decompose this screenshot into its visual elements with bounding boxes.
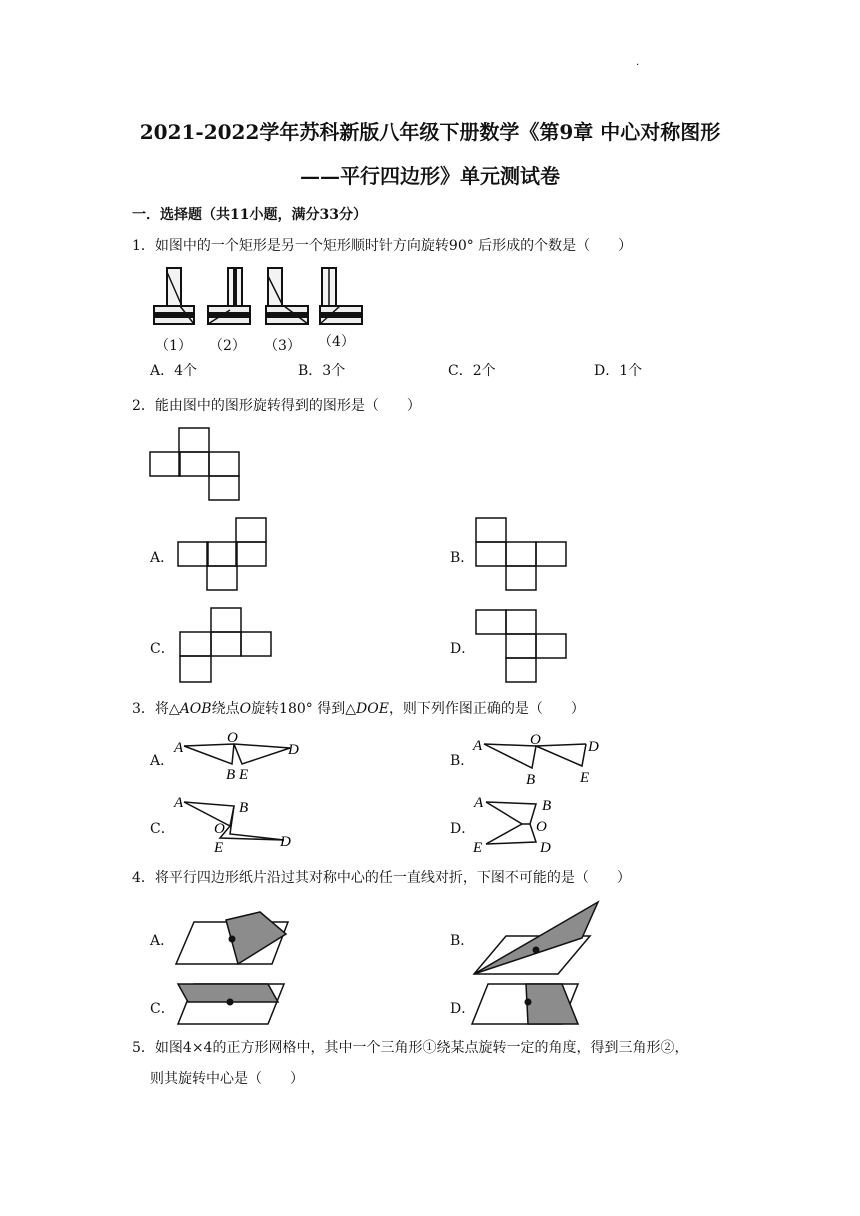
- q2-option-d-label[interactable]: D．: [450, 641, 476, 657]
- q3-option-d-label[interactable]: D．: [450, 821, 476, 837]
- header-dot: ·: [636, 60, 640, 71]
- point-e-label: E: [473, 840, 483, 856]
- q1-option-b[interactable]: B．3个: [298, 363, 346, 379]
- q2-option-c-figure[interactable]: [178, 606, 274, 686]
- point-d-label: D: [288, 742, 299, 758]
- point-d-label: D: [588, 739, 599, 755]
- fig-label-4: （4）: [318, 334, 355, 350]
- q2-option-a-figure[interactable]: [176, 516, 272, 594]
- point-b-label: B: [542, 798, 552, 814]
- question-2-figure: [148, 426, 244, 502]
- fig-label-1: （1）: [155, 338, 192, 354]
- q2-option-a-label[interactable]: A．: [150, 550, 175, 566]
- rect-figure-3: [266, 268, 308, 324]
- point-a-label: A: [174, 740, 184, 756]
- question-4-text: 4．将平行四边形纸片沿过其对称中心的任一直线对折，下图不可能的是（ ）: [132, 870, 631, 886]
- point-d-label: D: [280, 834, 291, 850]
- point-o-label: O: [536, 819, 547, 835]
- q4-option-a-figure[interactable]: [174, 906, 294, 968]
- q2-option-b-label[interactable]: B．: [450, 550, 475, 566]
- point-e-label: E: [580, 770, 590, 786]
- point-d-label: D: [540, 840, 551, 856]
- question-5-text-line1: 5．如图4×4的正方形网格中，其中一个三角形①绕某点旋转一定的角度，得到三角形②，: [132, 1040, 689, 1056]
- point-a-label: A: [174, 795, 184, 811]
- point-b-label: B: [239, 800, 249, 816]
- rect-figure-2: [208, 268, 250, 324]
- point-a-label: A: [474, 795, 484, 811]
- fig-label-2: （2）: [209, 338, 246, 354]
- question-1-text: 1．如图中的一个矩形是另一个矩形顺时针方向旋转90° 后形成的个数是（ ）: [132, 238, 633, 254]
- q3-option-b-label[interactable]: B．: [450, 753, 475, 769]
- page-title-line2: ——平行四边形》单元测试卷: [300, 164, 560, 188]
- q3-option-a-label[interactable]: A．: [150, 753, 175, 769]
- q2-option-b-figure[interactable]: [474, 516, 570, 594]
- q1-option-d[interactable]: D．1个: [594, 363, 643, 379]
- point-b-label: B: [526, 772, 536, 786]
- q3-option-c-figure[interactable]: [172, 794, 298, 856]
- point-b-label: B: [226, 767, 236, 782]
- q3-option-d-figure[interactable]: [470, 794, 596, 856]
- question-2-text: 2．能由图中的图形旋转得到的图形是（ ）: [132, 398, 421, 414]
- q4-option-c-label[interactable]: C．: [150, 1001, 175, 1017]
- rect-figure-4: [320, 268, 362, 324]
- q2-option-c-label[interactable]: C．: [150, 641, 175, 657]
- q3-option-c-label[interactable]: C．: [150, 821, 175, 837]
- q1-option-c[interactable]: C．2个: [448, 363, 496, 379]
- rect-figure-1: [154, 268, 194, 324]
- point-o-label: O: [214, 821, 225, 837]
- q4-option-c-figure[interactable]: [174, 980, 290, 1028]
- question-5-text-line2: 则其旋转中心是（ ）: [150, 1071, 304, 1087]
- q4-option-b-figure[interactable]: [470, 898, 604, 978]
- point-a-label: A: [473, 738, 483, 754]
- point-o-label: O: [530, 732, 541, 748]
- q4-option-d-label[interactable]: D．: [450, 1001, 476, 1017]
- question-3-text: 3．将△AOB绕点O旋转180° 得到△DOE，则下列作图正确的是（ ）: [132, 701, 585, 717]
- q3-option-b-figure[interactable]: [470, 730, 604, 786]
- section-heading: 一．选择题（共11小题，满分33分）: [132, 207, 367, 223]
- fig-label-3: （3）: [264, 338, 301, 354]
- q4-option-b-label[interactable]: B．: [450, 933, 475, 949]
- point-e-label: E: [239, 767, 249, 782]
- q4-option-d-figure[interactable]: [470, 980, 584, 1028]
- point-e-label: E: [214, 840, 224, 856]
- q1-option-a[interactable]: A．4个: [150, 363, 198, 379]
- q3-option-a-figure[interactable]: [172, 730, 306, 782]
- page-title-line1: 2021-2022学年苏科新版八年级下册数学《第9章 中心对称图形: [139, 120, 721, 144]
- point-o-label: O: [227, 730, 238, 746]
- q2-option-d-figure[interactable]: [474, 606, 570, 686]
- q4-option-a-label[interactable]: A．: [150, 933, 175, 949]
